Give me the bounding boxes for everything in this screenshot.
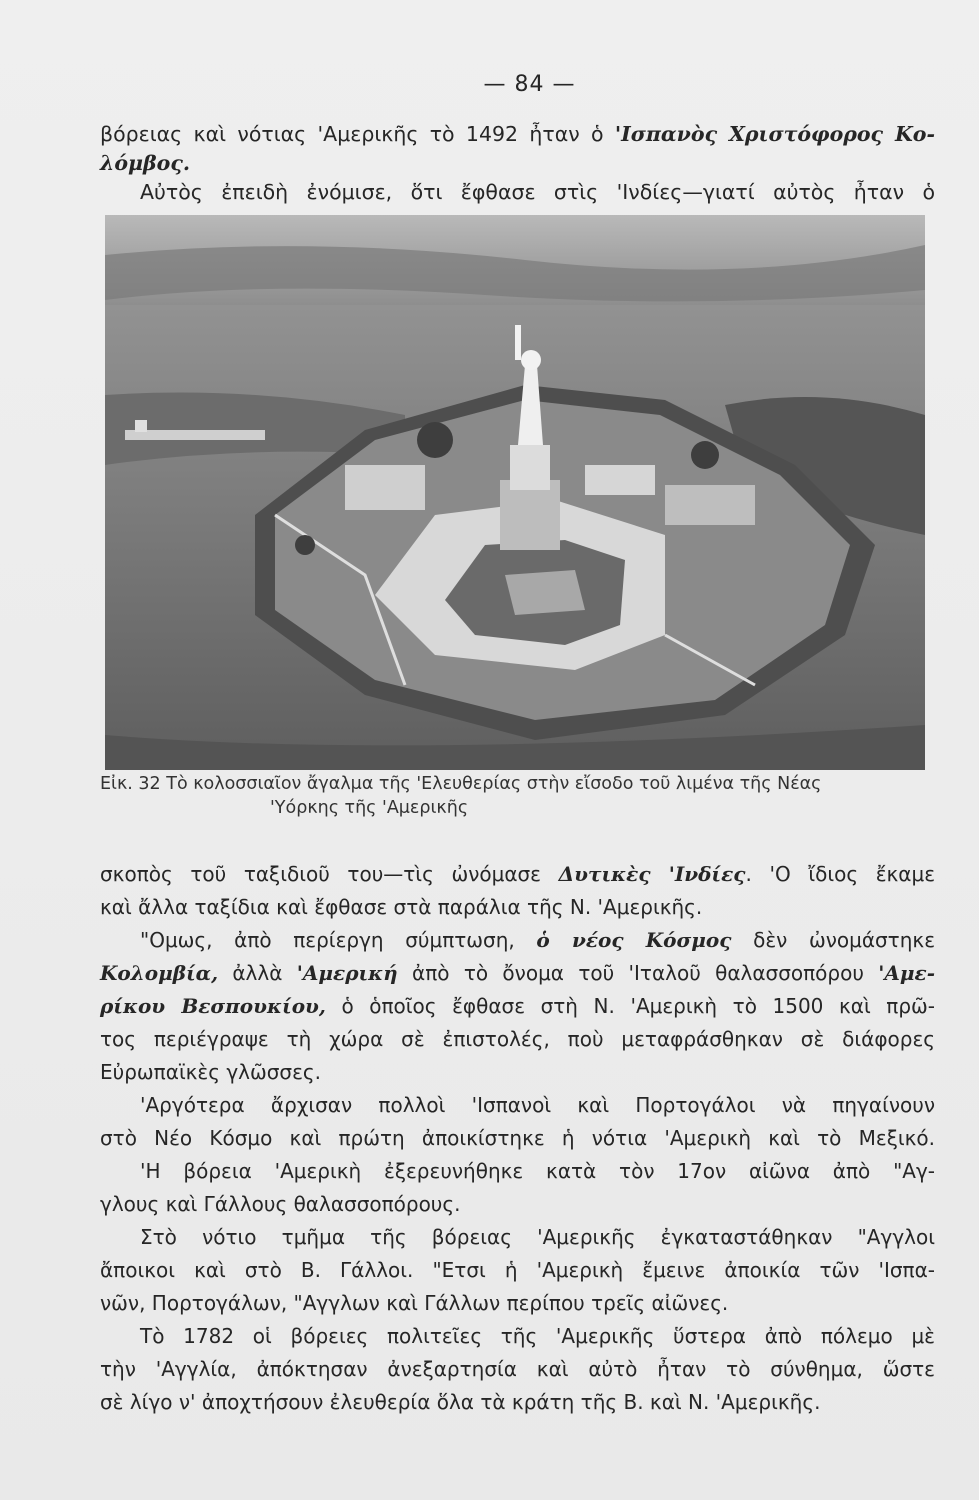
p2-line-1-c: δὲν ὠνομάστηκε bbox=[731, 928, 935, 952]
intro-line-2 bbox=[100, 149, 935, 178]
west-indies-term: Δυτικὲς 'Ινδίες bbox=[558, 862, 746, 886]
statue-of-liberty-photo bbox=[105, 215, 925, 770]
p2-line-3 bbox=[100, 990, 935, 1023]
p1-line-2: καὶ ἄλλα ταξίδια καὶ ἔφθασε στὰ παράλια τῆς Ν. 'Αμερικῆς. bbox=[100, 895, 703, 919]
columbus-name-end: λόμβος. bbox=[100, 151, 190, 175]
intro-text bbox=[100, 120, 935, 207]
p3-line-1: 'Αργότερα ἄρχισαν πολλοὶ 'Ισπανοὶ καὶ Πορτογάλοι νὰ πηγαίνουν bbox=[140, 1093, 935, 1117]
intro-line-1-text: βόρειας καὶ νότιας 'Αμερικῆς τὸ 1492 ἦταν ὁ bbox=[100, 122, 615, 146]
p2-line-2 bbox=[100, 957, 935, 990]
caption-line-1: Εἰκ. 32 Τὸ κολοσσιαῖον ἄγαλμα τῆς 'Ελευθερίας στὴν εἴσοδο τοῦ λιμένα τῆς Νέας bbox=[100, 774, 822, 794]
p6-line-2: τὴν 'Αγγλία, ἀπόκτησαν ἀνεξαρτησία καὶ αὐτὸ ἦταν τὸ σύνθημα, ὥστε bbox=[100, 1357, 935, 1381]
colombia-term: Κολομβία, bbox=[100, 961, 219, 985]
p4-line-2: γλους καὶ Γάλλους θαλασσοπόρους. bbox=[100, 1192, 461, 1216]
p1-line-1 bbox=[100, 858, 935, 891]
p2-line-2-d: ἀπὸ τὸ ὄνομα τοῦ 'Ιταλοῦ θαλασσοπόρου bbox=[397, 961, 879, 985]
columbus-name: 'Ισπανὸς Χριστόφορος Κο- bbox=[614, 122, 935, 146]
p2-line-4: τος περιέγραψε τὴ χώρα σὲ ἐπιστολές, ποὺ μεταφράσθηκαν σὲ διάφορες bbox=[100, 1027, 935, 1051]
p6-line-1: Τὸ 1782 οἱ βόρειες πολιτεῖες τῆς 'Αμερικῆς ὕστερα ἀπὸ πόλεμο μὲ bbox=[140, 1324, 935, 1348]
p2-line-2-b: ἀλλὰ bbox=[218, 961, 297, 985]
p1-line-1-c: . 'Ο ἴδιος ἔκαμε bbox=[745, 862, 936, 886]
p2-line-1 bbox=[100, 924, 935, 957]
p3-line-2: στὸ Νέο Κόσμο καὶ πρώτη ἀποικίστηκε ἡ νότια 'Αμερικὴ καὶ τὸ Μεξικό. bbox=[100, 1126, 935, 1150]
vespucci-name-end: ρίκου Βεσπουκίου, bbox=[100, 994, 326, 1018]
america-term: 'Αμερική bbox=[296, 961, 398, 985]
p6-line-3: σὲ λίγο ν' ἀποχτήσουν ἐλευθερία ὅλα τὰ κράτη τῆς Β. καὶ Ν. 'Αμερικῆς. bbox=[100, 1390, 821, 1414]
vespucci-name-start: 'Αμε- bbox=[878, 961, 935, 985]
page-number: — 84 — bbox=[483, 72, 576, 97]
intro-line-1 bbox=[100, 120, 935, 149]
p2-line-3-b: ὁ ὁποῖος ἔφθασε στὴ Ν. 'Αμερικὴ τὸ 1500 καὶ πρῶ- bbox=[325, 994, 935, 1018]
p1-line-1-a: σκοπὸς τοῦ ταξιδιοῦ του—τὶς ὠνόμασε bbox=[100, 862, 559, 886]
p4-line-1: 'Η βόρεια 'Αμερικὴ ἐξερευνήθηκε κατὰ τὸν 17ον αἰῶνα ἀπὸ "Αγ- bbox=[140, 1159, 935, 1183]
p2-line-1-a: "Ομως, ἀπὸ περίεργη σύμπτωση, bbox=[140, 928, 537, 952]
p5-line-1: Στὸ νότιο τμῆμα τῆς βόρειας 'Αμερικῆς ἐγκαταστάθηκαν "Αγγλοι bbox=[140, 1225, 935, 1249]
p2-line-5: Εὐρωπαϊκὲς γλῶσσες. bbox=[100, 1060, 322, 1084]
main-text bbox=[100, 858, 935, 1419]
p5-line-3: νῶν, Πορτογάλων, "Αγγλων καὶ Γάλλων περίπου τρεῖς αἰῶνες. bbox=[100, 1291, 729, 1315]
figure-caption bbox=[100, 772, 930, 820]
intro-line-3: Αὐτὸς ἐπειδὴ ἐνόμισε, ὅτι ἔφθασε στὶς 'Ινδίες—γιατί αὐτὸς ἦταν ὁ bbox=[140, 180, 935, 204]
caption-line-2: 'Υόρκης τῆς 'Αμερικῆς bbox=[270, 798, 469, 818]
p5-line-2: ἄποικοι καὶ στὸ Β. Γάλλοι. "Ετσι ἡ 'Αμερικὴ ἔμεινε ἀποικία τῶν 'Ισπα- bbox=[100, 1258, 935, 1282]
new-world-term: ὁ νέος Κόσμος bbox=[536, 928, 732, 952]
